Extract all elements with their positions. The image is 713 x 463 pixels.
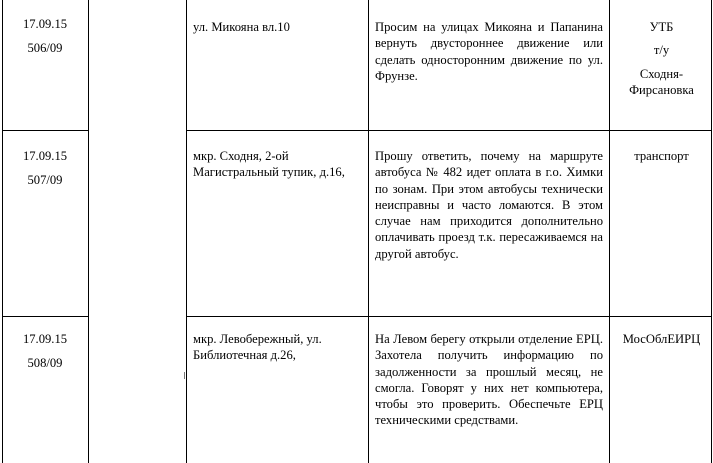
row-1-number: 506/09 — [27, 41, 63, 56]
table-border-col1 — [88, 0, 89, 463]
row-1-executor-cell — [610, 19, 713, 98]
row-1-date: 17.09.15 — [22, 17, 68, 31]
row-divider-2b — [186, 316, 711, 317]
row-1-text: Просим на улицах Микояна и Папанина вернуть двустороннее движение или сделать односторонним движение по ул. Фрунзе. — [375, 20, 603, 83]
table-row-3-date-cell — [0, 331, 90, 372]
row-divider-1a — [2, 130, 88, 131]
row-1-address: ул. Микояна вл.10 — [193, 20, 290, 34]
table-row-2-date-cell — [0, 148, 90, 189]
row-3-date: 17.09.15 — [22, 332, 68, 346]
row-2-number: 507/09 — [27, 173, 63, 188]
table-border-col2 — [186, 0, 187, 463]
row-divider-2a — [2, 316, 88, 317]
row-1-executor-line-3: Сходня-Фирсановка — [629, 66, 694, 97]
row-divider-1b — [186, 130, 711, 131]
row-2-address: мкр. Сходня, 2-ой Магистральный тупик, д.16, — [193, 149, 345, 180]
row-1-executor-line-1: УТБ — [649, 20, 674, 34]
row-2-text: Прошу ответить, почему на маршруте автобуса № 482 идет оплата в г.о. Химки по зонам. При этом автобусы технически неисправны и часто ломаются. В этом случае нам приходится дополнительно оплачивать проезд т.к. пересаживаемся на другой автобус. — [375, 149, 603, 261]
row-2-executor-cell — [610, 148, 713, 164]
row-3-address: мкр. Левобережный, ул. Библиотечная д.26, — [193, 332, 322, 363]
table-row-1-date-cell — [0, 16, 90, 57]
row-3-text: На Левом берегу открыли отделение ЕРЦ. Захотела получить информацию по задолженности за прошлый месяц, не смогла. Говорят у них нет компьютера, чтобы это проверить. Обеспечьте ЕРЦ техническими средствами. — [375, 332, 603, 428]
row-1-executor-line-2: т/у — [653, 43, 670, 58]
row-3-executor-line-1: МосОблЕИРЦ — [622, 332, 701, 346]
row-2-date: 17.09.15 — [22, 149, 68, 163]
row-3-number: 508/09 — [27, 356, 63, 371]
table-border-left — [2, 0, 3, 463]
row-2-executor-line-1: транспорт — [634, 149, 689, 163]
table-border-col3 — [368, 0, 369, 463]
stray-mark — [184, 372, 185, 379]
row-3-executor-cell — [610, 331, 713, 347]
